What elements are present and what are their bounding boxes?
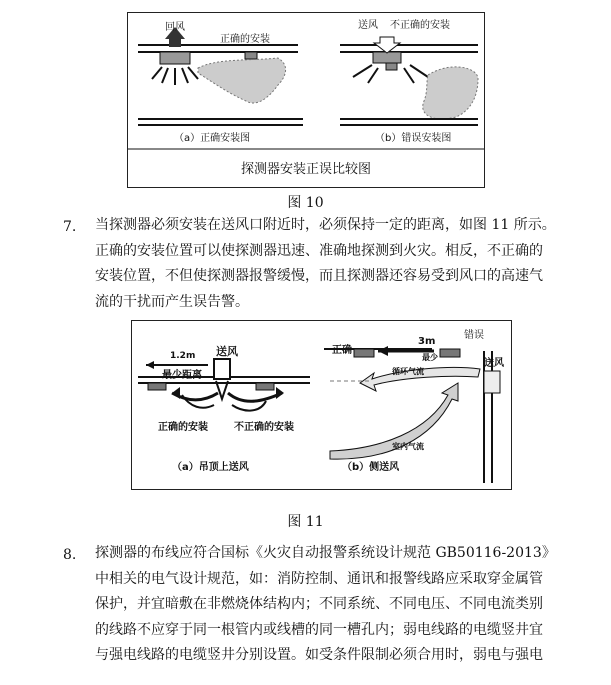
caption-b: （b）错误安装图: [375, 133, 452, 144]
item-7-line: 安装位置，不但使探测器报警缓慢，而且探测器还容易受到风口的高速气: [95, 268, 543, 284]
item-8-line: 中相关的电气设计规范，如：消防控制、通讯和报警线路应采取穿金属管: [95, 570, 543, 587]
caption-b: （b）侧送风: [342, 462, 400, 473]
label-3m: 3m: [418, 336, 436, 347]
label-supply-air: 送风: [216, 345, 238, 358]
label-min-distance: 最少距离: [162, 370, 202, 381]
smoke-plume: [198, 58, 286, 103]
item-7-line: 当探测器必须安装在送风口附近时，必须保持一定的距离，如图 11 所示。: [95, 217, 556, 233]
label-supply-air: 送风: [358, 20, 378, 31]
label-distance: 1.2m: [170, 351, 196, 361]
detector-correct: [245, 52, 257, 59]
label-correct-install: 正确的安装: [158, 422, 208, 433]
label-incorrect-install: 不正确的安装: [390, 20, 450, 31]
caption-a: （a）正确安装图: [174, 133, 251, 144]
item-7-line: 流的干扰而产生误告警。: [95, 293, 249, 310]
item-8-paragraph: [95, 541, 598, 669]
label-at-least: 最少: [422, 353, 438, 362]
return-air-vent: [160, 52, 190, 64]
label-wrong: 错误: [464, 330, 484, 341]
down-arrow-icon: [374, 37, 400, 53]
item-8-line: 与强电线路的电缆竖井分别设置。如受条件限制必须合用时，弱电与强电: [95, 647, 543, 663]
figure-10: [127, 12, 485, 188]
detector-incorrect: [386, 63, 397, 70]
item-8-number: 8.: [63, 547, 77, 563]
label-circulating-flow: 循环气流: [392, 367, 424, 376]
figure-11: [131, 320, 512, 490]
detector-correct: [148, 383, 166, 390]
item-7-line: 正确的安装位置可以使探测器迅速、准确地探测到火灾。相反，不正确的: [95, 242, 543, 259]
figure-10-caption: 图 10: [287, 195, 324, 211]
label-supply-air-side: 送风: [484, 358, 504, 369]
item-7-number: 7.: [63, 219, 77, 235]
item-7-paragraph: [95, 213, 598, 315]
label-return-air: 回风: [165, 22, 185, 33]
detector-incorrect: [256, 383, 274, 390]
item-8-line: 的线路不应穿于同一根管内或线槽的同一槽孔内；弱电线路的电缆竖井宜: [95, 621, 543, 638]
label-indoor-flow: 室内气流: [392, 442, 424, 451]
item-8-line: 保护，并宜暗敷在非燃烧体结构内；不同系统、不同电压、不同电流类别: [95, 596, 543, 612]
figure-title: 探测器安装正误比较图: [240, 162, 371, 177]
label-correct-install: 正确的安装: [220, 34, 270, 45]
item-8-line: 探测器的布线应符合国标《火灾自动报警系统设计规范 GB50116-2013》: [95, 545, 556, 561]
supply-air-vent: [373, 52, 401, 63]
caption-a: （a）吊顶上送风: [172, 462, 249, 473]
smoke-plume-right: [423, 67, 478, 119]
figure-11-caption: 图 11: [287, 514, 324, 530]
label-correct: 正确: [332, 345, 352, 356]
label-incorrect-install: 不正确的安装: [234, 422, 294, 433]
